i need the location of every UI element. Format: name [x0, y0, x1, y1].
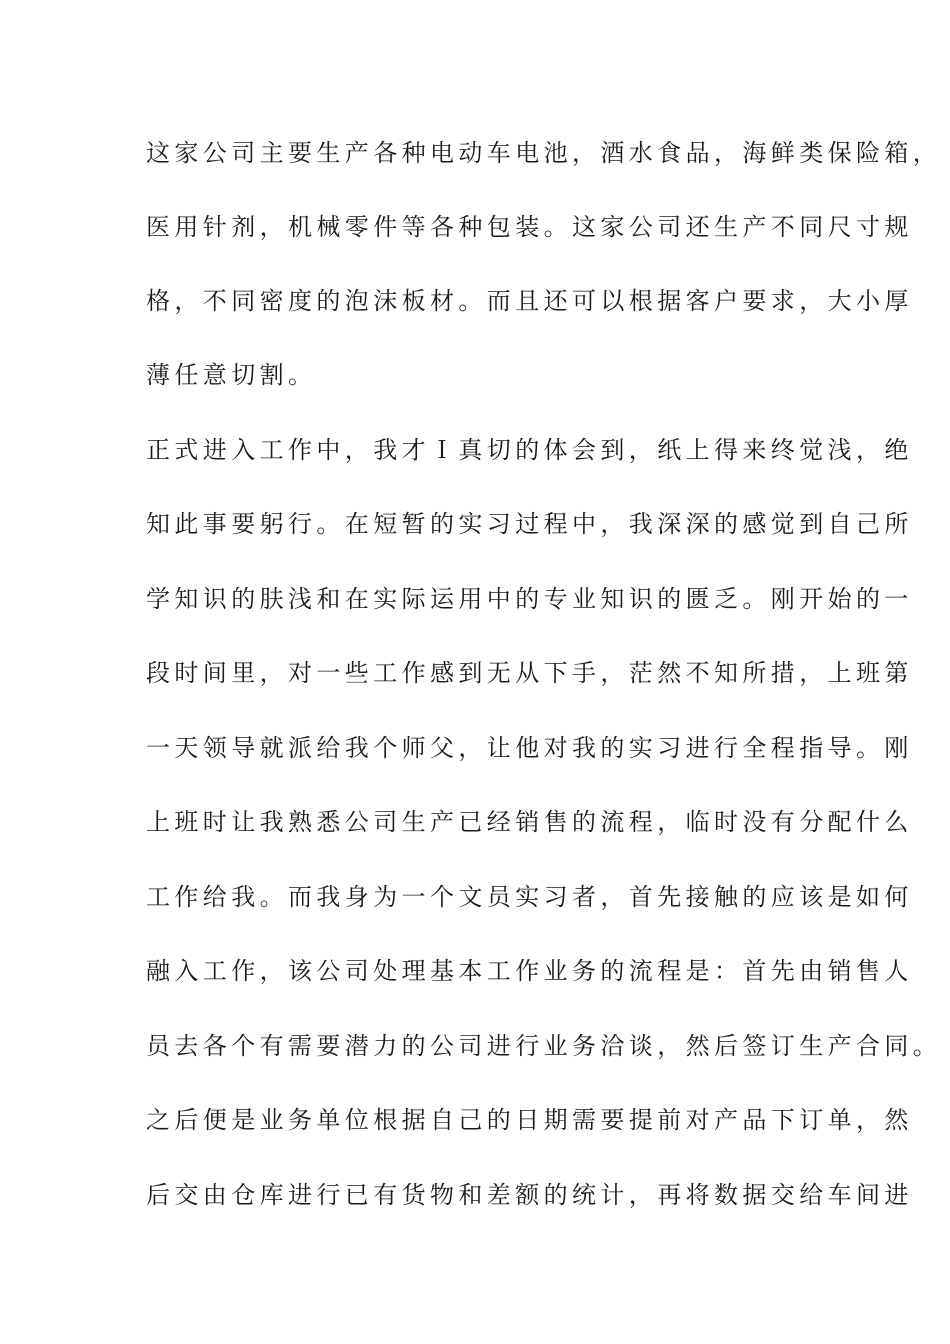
- text-line: 知此事要躬行。在短暂的实习过程中，我深深的感觉到自己所: [146, 510, 913, 538]
- text-line: 后交由仓库进行已有货物和差额的统计，再将数据交给车间进: [146, 1181, 913, 1209]
- text-line: 薄任意切割。: [146, 361, 317, 389]
- text-line: 一天领导就派给我个师父，让他对我的实习进行全程指导。刚: [146, 734, 913, 762]
- text-line: 这家公司主要生产各种电动车电池，酒水食品，海鲜类保险箱，: [146, 139, 942, 167]
- text-line: 工作给我。而我身为一个文员实习者，首先接触的应该是如何: [146, 883, 913, 911]
- text-line: 之后便是业务单位根据自己的日期需要提前对产品下订单，然: [146, 1106, 913, 1134]
- text-line: 上班时让我熟悉公司生产已经销售的流程，临时没有分配什么: [146, 808, 913, 836]
- text-line: 学知识的肤浅和在实际运用中的专业知识的匮乏。刚开始的一: [146, 585, 913, 613]
- text-line: 正式进入工作中，我才Ｉ真切的体会到，纸上得来终觉浅，绝: [146, 436, 913, 464]
- text-line: 员去各个有需要潜力的公司进行业务洽谈，然后签订生产合同。: [146, 1032, 942, 1060]
- text-line: 格，不同密度的泡沫板材。而且还可以根据客户要求，大小厚: [146, 287, 913, 315]
- text-line: 融入工作，该公司处理基本工作业务的流程是：首先由销售人: [146, 957, 913, 985]
- text-line: 段时间里，对一些工作感到无从下手，茫然不知所措，上班第: [146, 659, 913, 687]
- text-line: 医用针剂，机械零件等各种包装。这家公司还生产不同尺寸规: [146, 213, 913, 241]
